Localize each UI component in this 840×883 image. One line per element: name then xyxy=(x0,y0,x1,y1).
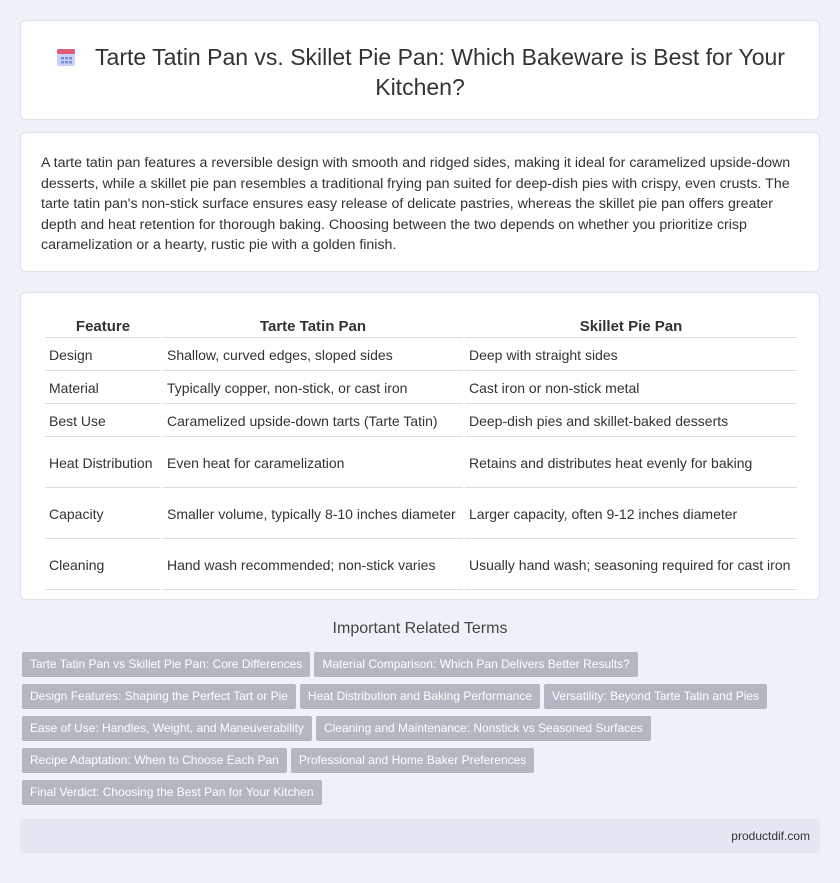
table-cell: Usually hand wash; seasoning required for cast iron xyxy=(465,541,797,590)
table-row xyxy=(45,439,797,488)
related-term-tag[interactable]: Professional and Home Baker Preferences xyxy=(291,748,534,773)
table-row xyxy=(45,340,797,371)
table-row xyxy=(45,490,797,539)
intro-card xyxy=(20,132,820,272)
footer xyxy=(20,819,820,853)
table-cell: Cleaning xyxy=(45,541,161,590)
related-term-tag[interactable]: Heat Distribution and Baking Performance xyxy=(300,684,540,709)
table-cell: Typically copper, non-stick, or cast iron xyxy=(163,373,463,404)
related-term-tag[interactable]: Final Verdict: Choosing the Best Pan for Your Kitchen xyxy=(22,780,322,805)
table-cell: Caramelized upside-down tarts (Tarte Tatin) xyxy=(163,406,463,437)
table-cell: Hand wash recommended; non-stick varies xyxy=(163,541,463,590)
table-cell: Smaller volume, typically 8-10 inches diameter xyxy=(163,490,463,539)
table-cell: Best Use xyxy=(45,406,161,437)
table-cell: Larger capacity, often 9-12 inches diameter xyxy=(465,490,797,539)
related-term-tag[interactable]: Tarte Tatin Pan vs Skillet Pie Pan: Core Differences xyxy=(22,652,310,677)
footer-site-link[interactable]: productdif.com xyxy=(731,829,810,843)
table-cell: Deep-dish pies and skillet-baked desserts xyxy=(465,406,797,437)
intro-paragraph: A tarte tatin pan features a reversible design with smooth and ridged sides, making it ideal for caramelized upside-down desserts, while a skillet pie pan resembles a traditional frying pan suited for deep-dish pies with crispy, even crusts. The tarte tatin pan's non-stick surface ensures easy release of delicate pastries, whereas the skillet pie pan offers greater depth and heat retention for thorough baking. Choosing between the two depends on whether you prioritize crisp caramelization or a hearty, rustic pie with a golden finish. xyxy=(41,155,791,253)
table-cell: Deep with straight sides xyxy=(465,340,797,371)
table-cell: Design xyxy=(45,340,161,371)
comparison-card xyxy=(20,292,820,600)
table-header-row xyxy=(45,315,797,338)
related-terms-list xyxy=(22,652,822,812)
table-row xyxy=(45,541,797,590)
table-cell: Cast iron or non-stick metal xyxy=(465,373,797,404)
table-row xyxy=(45,373,797,404)
table-cell: Even heat for caramelization xyxy=(163,439,463,488)
related-term-tag[interactable]: Ease of Use: Handles, Weight, and Maneuverability xyxy=(22,716,312,741)
header-skillet: Skillet Pie Pan xyxy=(465,315,797,338)
related-terms-heading: Important Related Terms xyxy=(332,620,508,637)
header-tarte-tatin: Tarte Tatin Pan xyxy=(163,315,463,338)
comparison-table xyxy=(43,313,799,592)
title-card xyxy=(20,20,820,120)
table-cell: Capacity xyxy=(45,490,161,539)
related-term-tag[interactable]: Recipe Adaptation: When to Choose Each Pan xyxy=(22,748,287,773)
table-cell: Material xyxy=(45,373,161,404)
page-title xyxy=(21,42,819,102)
related-term-tag[interactable]: Cleaning and Maintenance: Nonstick vs Seasoned Surfaces xyxy=(316,716,651,741)
calendar-icon xyxy=(55,46,77,68)
table-cell: Shallow, curved edges, sloped sides xyxy=(163,340,463,371)
page-title-text: Tarte Tatin Pan vs. Skillet Pie Pan: Which Bakeware is Best for Your Kitchen? xyxy=(95,44,785,100)
related-term-tag[interactable]: Versatility: Beyond Tarte Tatin and Pies xyxy=(544,684,767,709)
table-cell: Retains and distributes heat evenly for baking xyxy=(465,439,797,488)
related-term-tag[interactable]: Material Comparison: Which Pan Delivers Better Results? xyxy=(314,652,637,677)
related-term-tag[interactable]: Design Features: Shaping the Perfect Tart or Pie xyxy=(22,684,296,709)
table-cell: Heat Distribution xyxy=(45,439,161,488)
title-wrap xyxy=(21,42,819,102)
header-feature: Feature xyxy=(45,315,161,338)
table-row xyxy=(45,406,797,437)
